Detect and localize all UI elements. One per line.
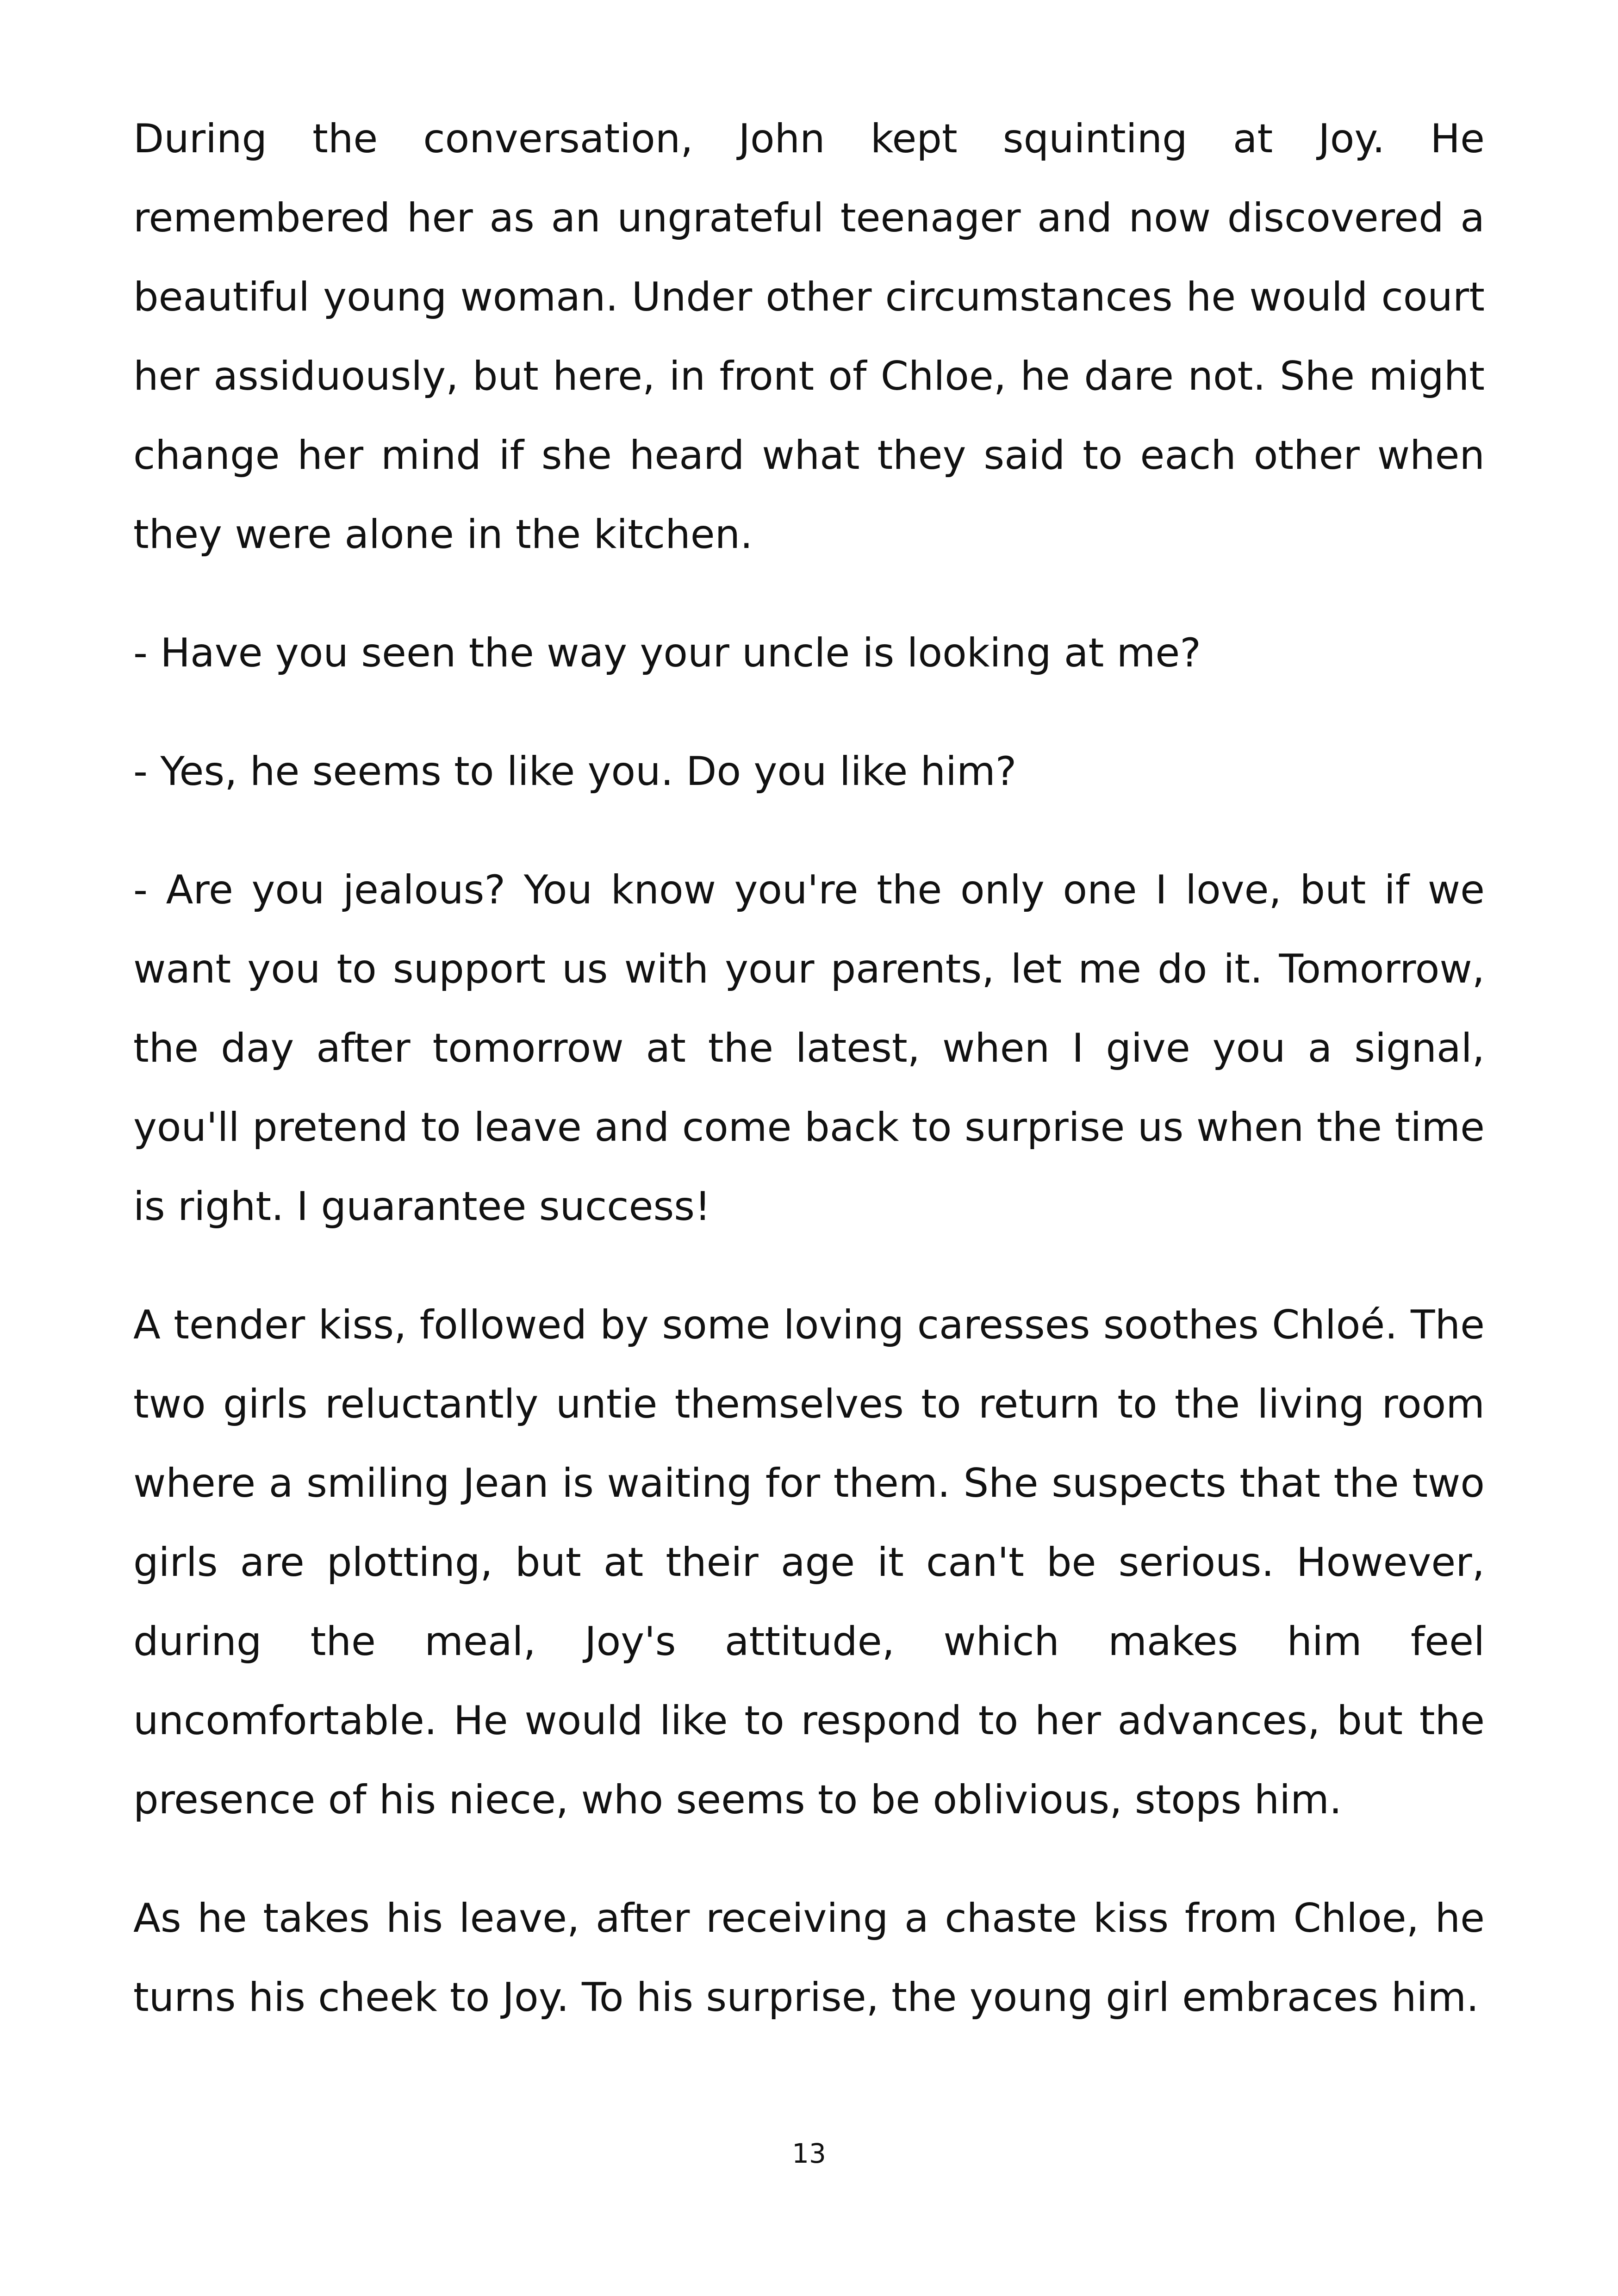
page-number: 13 — [792, 2138, 826, 2169]
dialogue-line-2: - Yes, he seems to like you. Do you like him? — [133, 748, 1017, 795]
dialogue-line-3: - Are you jealous? You know you're the only one I love, but if we want you to support us with your parents, let me do it. Tomorrow, the day after tomorrow at the latest, when I give you a signal, you'll pretend to leave and come back to surprise us when the time is right. I guarantee success! — [133, 867, 1485, 1230]
page-body — [133, 100, 1485, 2077]
paragraph-3: As he takes his leave, after receiving a chaste kiss from Chloe, he turns his cheek to Joy. To his surprise, the young girl embraces him. — [133, 1895, 1485, 2021]
paragraph-1: During the conversation, John kept squinting at Joy. He remembered her as an ungrateful teenager and now discovered a beautiful young woman. Under other circumstances he would court her assiduously, but here, in front of Chloe, he dare not. She might change her mind if she heard what they said to each other when they were alone in the kitchen. — [133, 116, 1485, 558]
paragraph-2: A tender kiss, followed by some loving caresses soothes Chloé. The two girls reluctantly untie themselves to return to the living room where a smiling Jean is waiting for them. She suspects that the two girls are plotting, but at their age it can't be serious. However, during the meal, Joy's attitude, which makes him feel uncomfortable. He would like to respond to her advances, but the presence of his niece, who seems to be oblivious, stops him. — [133, 1302, 1485, 1823]
dialogue-line-1: - Have you seen the way your uncle is looking at me? — [133, 630, 1201, 676]
